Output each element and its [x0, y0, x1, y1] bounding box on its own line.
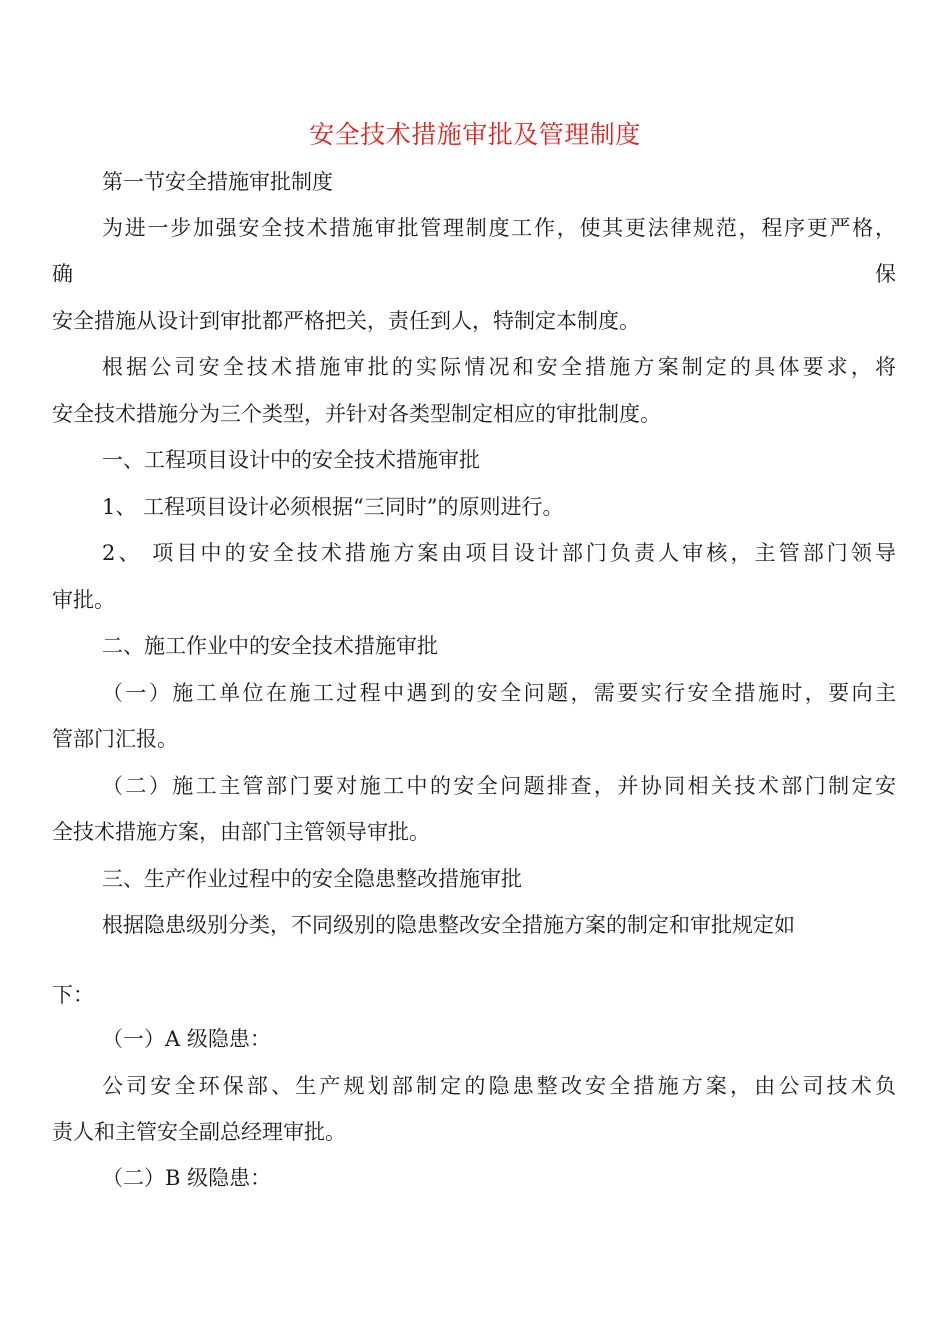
paragraph-line: 全技术措施方案，由部门主管领导审批。 — [52, 820, 430, 844]
paragraph-line: 根据隐患级别分类，不同级别的隐患整改安全措施方案的制定和审批规定如 — [102, 913, 795, 937]
paragraph-line: 下： — [52, 983, 94, 1007]
paragraph-line: 安全措施从设计到审批都严格把关，责任到人，特制定本制度。 — [52, 309, 640, 333]
list-item: （一）A 级隐患： — [102, 1027, 271, 1051]
paragraph-line: 根据公司安全技术措施审批的实际情况和安全措施方案制定的具体要求，将 — [102, 355, 896, 379]
list-item: （一）施工单位在施工过程中遇到的安全问题，需要实行安全措施时，要向主 — [102, 681, 896, 705]
paragraph-line: 责人和主管安全副总经理审批。 — [52, 1120, 346, 1144]
subsection-heading: 三、生产作业过程中的安全隐患整改措施审批 — [102, 867, 522, 891]
paragraph-fragment: 确 — [52, 262, 73, 286]
paragraph-line: 管部门汇报。 — [52, 727, 178, 751]
paragraph-line: 审批。 — [52, 588, 115, 612]
list-item: 1、 工程项目设计必须根据“三同时”的原则进行。 — [102, 495, 564, 519]
document-title: 安全技术措施审批及管理制度 — [309, 120, 641, 149]
list-item: （二）B 级隐患： — [102, 1166, 272, 1190]
subsection-heading: 一、工程项目设计中的安全技术措施审批 — [102, 448, 480, 472]
subsection-heading: 二、施工作业中的安全技术措施审批 — [102, 634, 438, 658]
paragraph-fragment: 保 — [875, 262, 896, 286]
section-heading: 第一节安全措施审批制度 — [102, 170, 333, 194]
paragraph-line: 为进一步加强安全技术措施审批管理制度工作，使其更法律规范，程序更严格， — [102, 216, 896, 240]
paragraph-line-split — [52, 259, 896, 289]
paragraph-line: 公司安全环保部、生产规划部制定的隐患整改安全措施方案，由公司技术负 — [102, 1074, 896, 1098]
paragraph-line: 安全技术措施分为三个类型，并针对各类型制定相应的审批制度。 — [52, 402, 661, 426]
list-item: 2、 项目中的安全技术措施方案由项目设计部门负责人审核，主管部门领导 — [102, 541, 896, 565]
list-item: （二）施工主管部门要对施工中的安全问题排查，并协同相关技术部门制定安 — [102, 774, 896, 798]
